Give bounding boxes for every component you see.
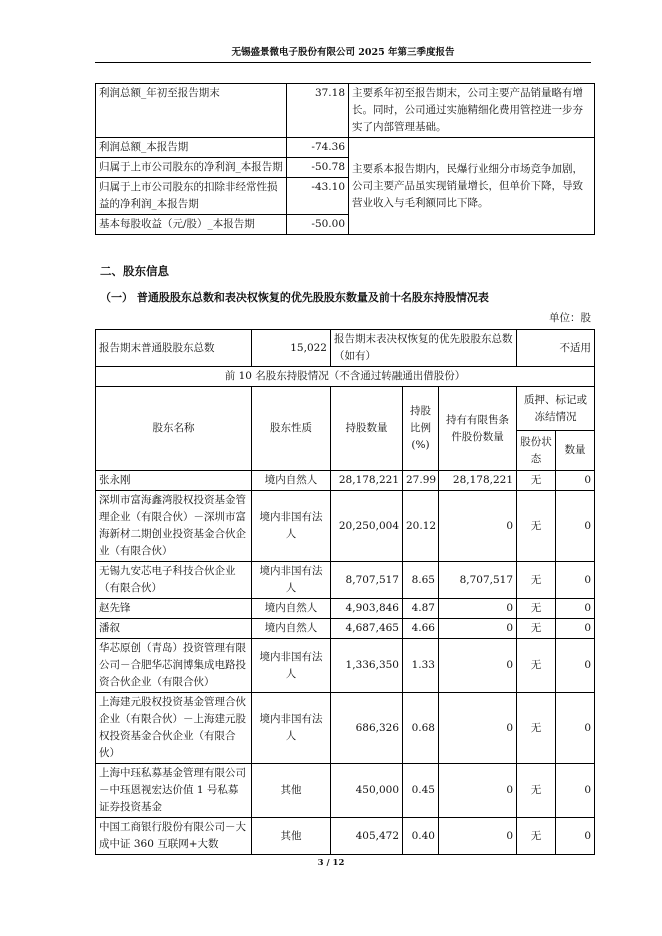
holder-pledge-status: 无 — [517, 562, 556, 599]
holder-shares: 28,178,221 — [331, 471, 403, 491]
row-label: 归属于上市公司股东的扣除非经常性损益的净利润_本报告期 — [96, 178, 287, 215]
header-name: 股东名称 — [96, 387, 252, 471]
holder-restricted: 0 — [439, 764, 517, 818]
row-value: -50.00 — [287, 215, 349, 235]
holder-shares: 450,000 — [331, 764, 403, 818]
holder-name: 赵先锋 — [96, 599, 252, 619]
holder-ratio: 0.68 — [403, 693, 439, 764]
holder-name: 张永刚 — [96, 471, 252, 491]
holder-pledge-status: 无 — [517, 619, 556, 639]
holder-name: 无锡九安芯电子科技合伙企业（有限合伙） — [96, 562, 252, 599]
holder-shares: 4,903,846 — [331, 599, 403, 619]
table-row — [96, 818, 595, 855]
table-row — [96, 764, 595, 818]
holder-name: 华芯原创（青岛）投资管理有限公司－合肥华芯润博集成电路投资合伙企业（有限合伙） — [96, 639, 252, 693]
holder-pledge-qty: 0 — [556, 639, 595, 693]
profit-change-table — [95, 83, 595, 235]
table-row — [96, 330, 595, 367]
row-label: 利润总额_本报告期 — [96, 138, 287, 158]
section-subtitle: （一） 普通股股东总数和表决权恢复的优先股股东数量及前十名股东持股情况表 — [100, 291, 489, 304]
table-row — [96, 562, 595, 599]
table-row — [96, 138, 595, 158]
header-pledge-status: 股份状态 — [517, 431, 556, 471]
row-value: 37.18 — [287, 84, 349, 138]
total-holders-value: 15,022 — [252, 330, 331, 367]
page-number: 3 / 12 — [317, 858, 345, 868]
row-value: -50.78 — [287, 158, 349, 178]
table-row — [96, 367, 595, 387]
holder-pledge-qty: 0 — [556, 599, 595, 619]
row-label: 利润总额_年初至报告期末 — [96, 84, 287, 138]
holder-ratio: 4.66 — [403, 619, 439, 639]
holder-shares: 8,707,517 — [331, 562, 403, 599]
table-row — [96, 599, 595, 619]
holder-pledge-qty: 0 — [556, 693, 595, 764]
holder-ratio: 0.40 — [403, 818, 439, 855]
holder-nature: 境内自然人 — [252, 599, 331, 619]
table-row — [96, 491, 595, 562]
header-pledge: 质押、标记或冻结情况 — [517, 387, 595, 431]
holder-pledge-status: 无 — [517, 491, 556, 562]
holder-nature: 境内非国有法人 — [252, 639, 331, 693]
holder-name: 深圳市富海鑫湾股权投资基金管理企业（有限合伙）－深圳市富海新材二期创业投资基金合伙企业（有限合伙） — [96, 491, 252, 562]
holder-restricted: 0 — [439, 639, 517, 693]
holder-restricted: 28,178,221 — [439, 471, 517, 491]
holder-shares: 405,472 — [331, 818, 403, 855]
holder-shares: 20,250,004 — [331, 491, 403, 562]
holder-nature: 境内非国有法人 — [252, 693, 331, 764]
table-row — [96, 84, 595, 138]
holder-pledge-status: 无 — [517, 764, 556, 818]
table-row — [96, 471, 595, 491]
table-header-row — [96, 387, 595, 431]
holder-restricted: 0 — [439, 599, 517, 619]
row-label: 归属于上市公司股东的净利润_本报告期 — [96, 158, 287, 178]
holder-pledge-qty: 0 — [556, 491, 595, 562]
table-row — [96, 619, 595, 639]
header-shares: 持股数量 — [331, 387, 403, 471]
holder-pledge-qty: 0 — [556, 619, 595, 639]
table-row — [96, 693, 595, 764]
header-nature: 股东性质 — [252, 387, 331, 471]
holder-pledge-qty: 0 — [556, 471, 595, 491]
holder-ratio: 8.65 — [403, 562, 439, 599]
pref-holders-value: 不适用 — [517, 330, 595, 367]
header-restricted: 持有有限售条件股份数量 — [439, 387, 517, 471]
holder-nature: 其他 — [252, 818, 331, 855]
top10-caption: 前 10 名股东持股情况（不含通过转融通出借股份） — [96, 367, 595, 387]
holder-pledge-status: 无 — [517, 693, 556, 764]
header-pledge-qty: 数量 — [556, 431, 595, 471]
total-holders-label: 报告期末普通股股东总数 — [96, 330, 252, 367]
holder-nature: 境内非国有法人 — [252, 491, 331, 562]
holder-restricted: 0 — [439, 619, 517, 639]
section-title: 二、股东信息 — [100, 264, 169, 278]
pref-holders-label: 报告期末表决权恢复的优先股股东总数（如有） — [331, 330, 517, 367]
table-row — [96, 639, 595, 693]
unit-label: 单位：股 — [549, 312, 591, 324]
holder-pledge-status: 无 — [517, 471, 556, 491]
holder-rows — [96, 471, 595, 855]
row-value: -74.36 — [287, 138, 349, 158]
holder-ratio: 1.33 — [403, 639, 439, 693]
holder-restricted: 8,707,517 — [439, 562, 517, 599]
holder-restricted: 0 — [439, 818, 517, 855]
holder-pledge-status: 无 — [517, 818, 556, 855]
row-label: 基本每股收益（元/股）_本报告期 — [96, 215, 287, 235]
holder-ratio: 0.45 — [403, 764, 439, 818]
holder-pledge-qty: 0 — [556, 764, 595, 818]
holder-pledge-status: 无 — [517, 599, 556, 619]
holder-pledge-qty: 0 — [556, 818, 595, 855]
holder-restricted: 0 — [439, 491, 517, 562]
row-value: -43.10 — [287, 178, 349, 215]
holder-ratio: 4.87 — [403, 599, 439, 619]
holder-ratio: 27.99 — [403, 471, 439, 491]
report-header: 无锡盛景微电子股份有限公司 2025 年第三季度报告 — [95, 44, 591, 63]
reason-text: 主要系本报告期内，民爆行业细分市场竞争加剧，公司主要产品虽实现销量增长，但单价下降，导致营业收入与毛利额同比下降。 — [349, 138, 595, 235]
holder-pledge-qty: 0 — [556, 562, 595, 599]
header-ratio: 持股比例(%) — [403, 387, 439, 471]
holder-name: 上海中珏私募基金管理有限公司－中珏恩视宏达价值 1 号私募证券投资基金 — [96, 764, 252, 818]
shareholders-table — [95, 329, 595, 855]
holder-nature: 其他 — [252, 764, 331, 818]
holder-shares: 4,687,465 — [331, 619, 403, 639]
holder-ratio: 20.12 — [403, 491, 439, 562]
holder-shares: 686,326 — [331, 693, 403, 764]
holder-pledge-status: 无 — [517, 639, 556, 693]
holder-shares: 1,336,350 — [331, 639, 403, 693]
holder-name: 中国工商银行股份有限公司－大成中证 360 互联网+大数 — [96, 818, 252, 855]
holder-nature: 境内非国有法人 — [252, 562, 331, 599]
holder-nature: 境内自然人 — [252, 619, 331, 639]
holder-name: 潘叙 — [96, 619, 252, 639]
holder-nature: 境内自然人 — [252, 471, 331, 491]
holder-name: 上海建元股权投资基金管理合伙企业（有限合伙）－上海建元股权投资基金合伙企业（有限合伙） — [96, 693, 252, 764]
reason-text: 主要系年初至报告期末，公司主要产品销量略有增长。同时，公司通过实施精细化费用管控进一步夯实了内部管理基础。 — [349, 84, 595, 138]
holder-restricted: 0 — [439, 693, 517, 764]
